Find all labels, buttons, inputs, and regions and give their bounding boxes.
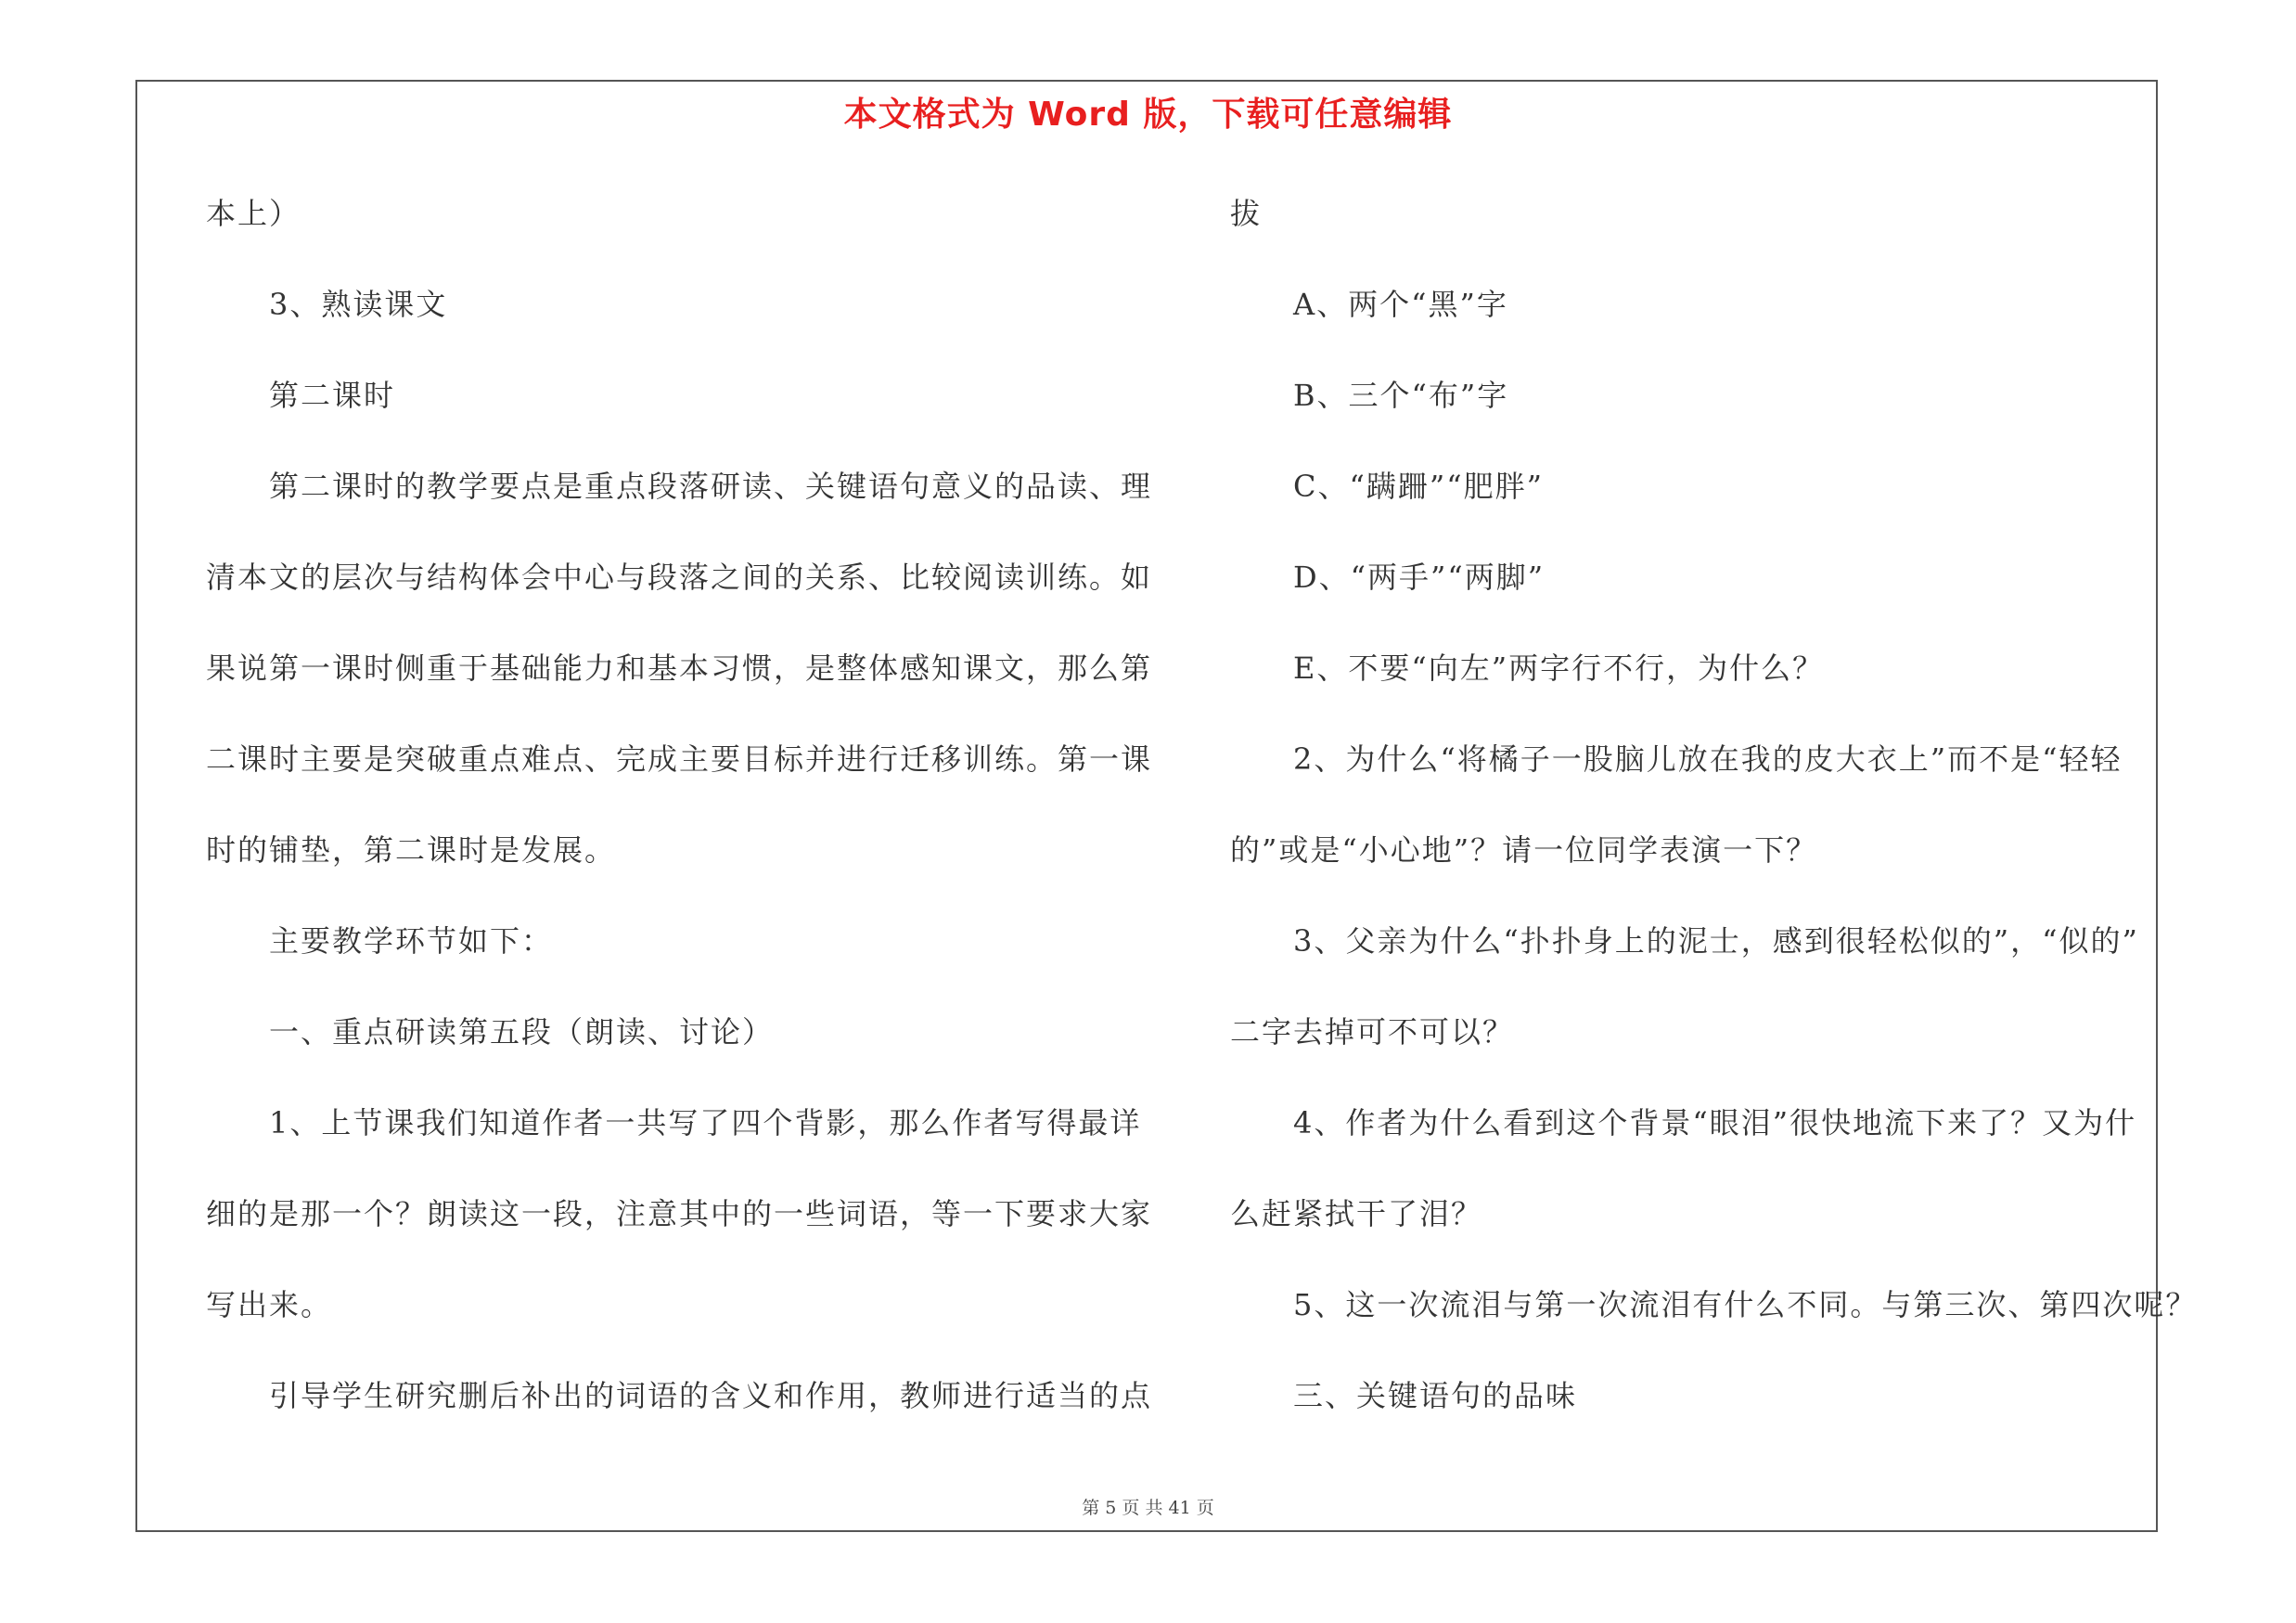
text-line: 清本文的层次与结构体会中心与段落之间的关系、比较阅读训练。如 [206, 560, 1153, 595]
text-line: 第二课时 [206, 378, 396, 413]
text-line: 细的是那一个？朗读这一段，注意其中的一些词语，等一下要求大家 [206, 1196, 1153, 1231]
text-line: E、不要“向左”两字行不行，为什么？ [1230, 650, 1825, 686]
page-number: 第 5 页 共 41 页 [1082, 1498, 1214, 1518]
text-line: 3、父亲为什么“扑扑身上的泥士，感到很轻松似的”，“似的” [1230, 923, 2139, 959]
text-line: 5、这一次流泪与第一次流泪有什么不同。与第三次、第四次呢？ [1230, 1287, 2198, 1322]
text-line: 3、熟读课文 [206, 287, 448, 322]
text-line: B、三个“布”字 [1230, 378, 1509, 413]
text-line: 三、关键语句的品味 [1230, 1378, 1578, 1413]
text-line: 1、上节课我们知道作者一共写了四个背影，那么作者写得最详 [206, 1105, 1142, 1140]
text-line: 写出来。 [206, 1287, 333, 1322]
text-line: D、“两手”“两脚” [1230, 560, 1546, 595]
text-line: 引导学生研究删后补出的词语的含义和作用，教师进行适当的点 [206, 1378, 1153, 1413]
text-line: A、两个“黑”字 [1230, 287, 1508, 322]
text-line: 果说第一课时侧重于基础能力和基本习惯，是整体感知课文，那么第 [206, 650, 1153, 686]
text-line: 本上） [206, 196, 301, 231]
text-line: 二课时主要是突破重点难点、完成主要目标并进行迁移训练。第一课 [206, 741, 1153, 777]
text-line: 么赶紧拭干了泪？ [1230, 1196, 1483, 1231]
text-line: 4、作者为什么看到这个背景“眼泪”很快地流下来了？又为什 [1230, 1105, 2137, 1140]
text-line: 主要教学环节如下： [206, 923, 554, 959]
text-line: C、“蹒跚”“肥胖” [1230, 469, 1544, 504]
text-line: 的”或是“小心地”？请一位同学表演一下？ [1230, 832, 1818, 868]
text-line: 一、重点研读第五段（朗读、讨论） [206, 1014, 775, 1050]
text-line: 二字去掉可不可以？ [1230, 1014, 1515, 1050]
text-line: 时的铺垫，第二课时是发展。 [206, 832, 617, 868]
text-line: 拔 [1230, 196, 1263, 231]
header-title: 本文格式为 Word 版，下载可任意编辑 [843, 96, 1453, 134]
text-line: 第二课时的教学要点是重点段落研读、关键语句意义的品读、理 [206, 469, 1153, 504]
text-line: 2、为什么“将橘子一股脑儿放在我的皮大衣上”而不是“轻轻 [1230, 741, 2123, 777]
